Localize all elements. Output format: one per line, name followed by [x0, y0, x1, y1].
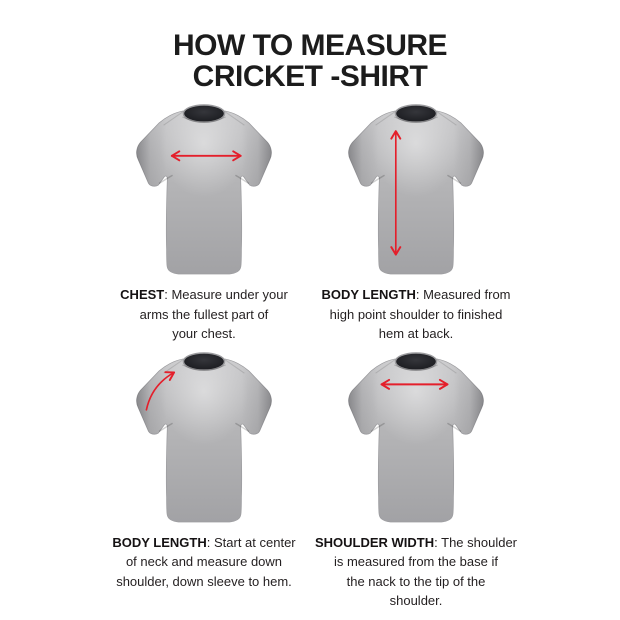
caption-label: SHOULDER WIDTH — [314, 534, 435, 550]
caption-line: shoulder. — [389, 593, 443, 608]
caption-shoulder-width — [315, 533, 517, 611]
caption-line: of neck and measure down — [125, 554, 283, 569]
caption-line: your chest. — [172, 326, 236, 341]
page-title — [0, 0, 620, 92]
caption-label: CHEST — [120, 287, 165, 302]
panel-shoulder-width — [310, 344, 522, 611]
caption-line: SHOULDER WIDTH: The shoulder — [314, 534, 518, 550]
caption-label: BODY LENGTH — [112, 534, 207, 550]
caption-chest — [120, 285, 288, 344]
caption-body-length-sleeve — [112, 533, 295, 592]
caption-line: BODY LENGTH: Measured from — [321, 287, 511, 302]
panel-body-length-back — [310, 96, 522, 344]
caption-body-length-back — [321, 285, 510, 344]
caption-line: arms the fullest part of — [139, 306, 269, 322]
caption-line: high point shoulder to finished — [329, 306, 503, 322]
caption-line: BODY LENGTH: Start at center — [112, 534, 296, 550]
tshirt-illustration-sleeve-length — [129, 344, 279, 531]
caption-line: hem at back. — [378, 326, 454, 341]
title-line-1: HOW TO MEASURE — [172, 29, 448, 62]
caption-line: is measured from the base if — [333, 554, 498, 569]
caption-line: shoulder, down sleeve to hem. — [116, 573, 292, 589]
title-line-2: CRICKET -SHIRT — [192, 60, 428, 93]
tshirt-illustration-body-length — [341, 96, 491, 283]
panels-grid — [98, 96, 522, 611]
tshirt-illustration-chest — [129, 96, 279, 283]
panel-body-length-sleeve — [98, 344, 310, 611]
tshirt-illustration-shoulder — [341, 344, 491, 531]
panel-chest — [98, 96, 310, 344]
caption-label: BODY LENGTH — [321, 287, 416, 302]
caption-line: CHEST: Measure under your — [120, 287, 288, 302]
caption-line: the nack to the tip of the — [346, 573, 486, 589]
